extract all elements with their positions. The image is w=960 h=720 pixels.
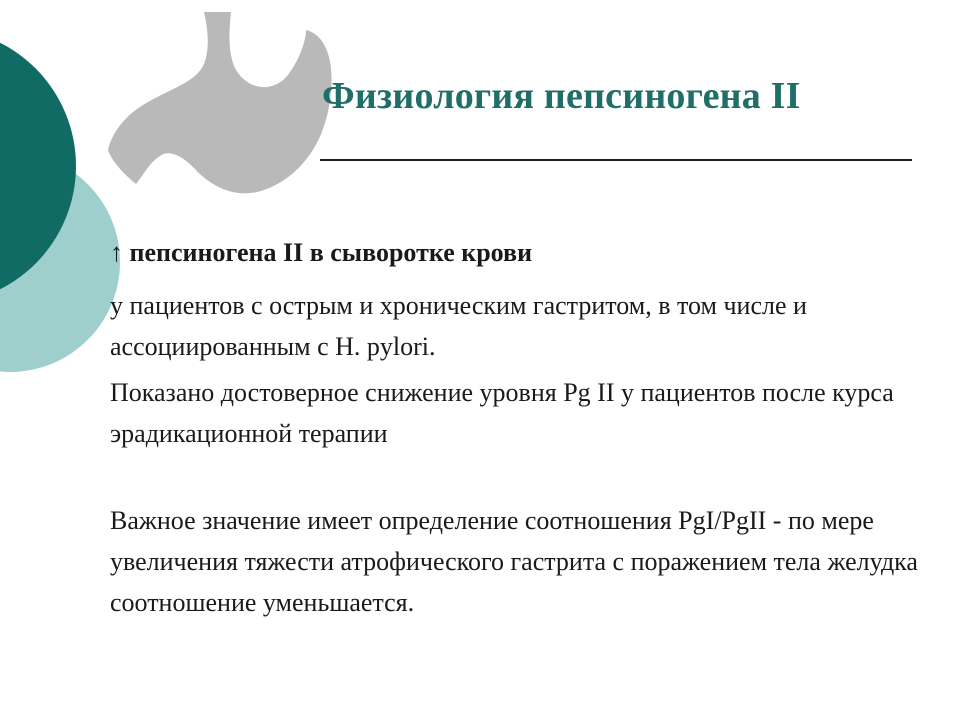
paragraph-eradication: Показано достоверное снижение уровня Pg II у пациентов после курса эрадикационной терапии xyxy=(110,378,894,448)
paragraph-gastritis: у пациентов с острым и хроническим гастритом, в том числе и ассоциированным с H. pylori. xyxy=(110,291,807,361)
key-point-heading: ↑ пепсиногена II в сыворотке крови xyxy=(110,238,533,267)
paragraph-ratio: Важное значение имеет определение соотношения PgI/PgII - по мере увеличения тяжести атрофического гастрита с поражением тела желудка соотношение уменьшается. xyxy=(110,506,918,617)
slide-title: Физиология пепсиногена II xyxy=(322,75,801,117)
stomach-icon xyxy=(108,12,332,193)
title-underline xyxy=(320,159,912,161)
